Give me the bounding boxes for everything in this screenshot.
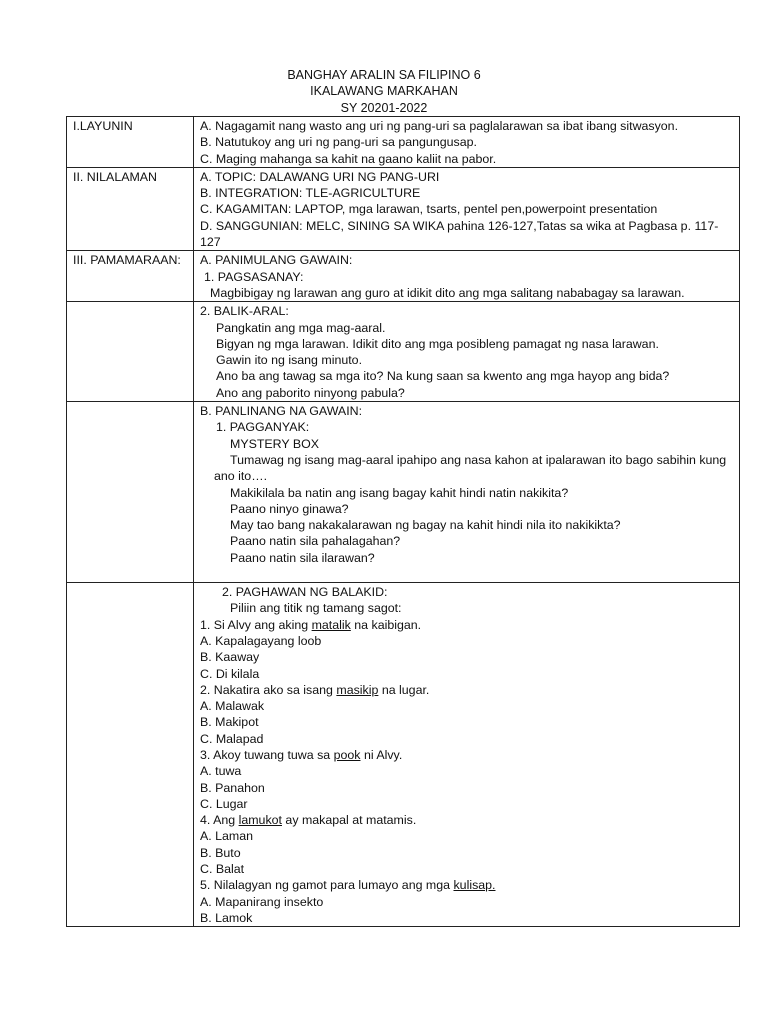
question-2-choice-b: B. Makipot	[200, 715, 259, 730]
question-3-choice-b: B. Panahon	[200, 780, 265, 795]
question-5-word: kulisap.	[453, 878, 496, 893]
pagganyak-line-5: Paano natin sila pahalagahan?	[230, 534, 401, 549]
question-2-choice-a: A. Malawak	[200, 699, 265, 714]
question-3-pre: 3. Akoy tuwang tuwa sa	[200, 747, 334, 762]
question-2	[200, 682, 734, 698]
question-5-choice-a: A. Mapanirang insekto	[200, 894, 324, 909]
empty-label-cell	[67, 302, 194, 402]
question-3-choice-c: C. Lugar	[200, 796, 248, 811]
paghawan-content	[194, 583, 740, 927]
balik-aral-line-1: Pangkatin ang mga mag-aaral.	[216, 320, 386, 335]
quarter-label: IKALAWANG MARKAHAN	[310, 84, 458, 99]
layunin-label: I.LAYUNIN	[67, 117, 194, 168]
question-1-word: matalik	[311, 617, 351, 632]
balik-aral-line-3: Gawin ito ng isang minuto.	[216, 353, 363, 368]
layunin-b: B. Natutukoy ang uri ng pang-uri sa pangungusap.	[200, 135, 477, 150]
question-4	[200, 812, 734, 828]
document-title: BANGHAY ARALIN SA FILIPINO 6	[287, 68, 481, 82]
nilalaman-label: II. NILALAMAN	[67, 167, 194, 250]
question-1-choice-a: A. Kapalagayang loob	[200, 633, 322, 648]
question-1-choice-b: B. Kaaway	[200, 650, 260, 665]
question-3	[200, 747, 734, 763]
pagganyak-line-6: Paano natin sila ilarawan?	[230, 550, 375, 565]
layunin-a: A. Nagagamit nang wasto ang uri ng pang-uri sa paglalarawan sa ibat ibang sitwasyon.	[200, 119, 679, 133]
balik-aral-heading: 2. BALIK-ARAL:	[200, 304, 289, 319]
document-header	[0, 67, 768, 116]
panimula-heading: A. PANIMULANG GAWAIN:	[200, 253, 353, 268]
panlinang-content	[194, 402, 740, 583]
panimula-content	[194, 251, 740, 302]
paghawan-instruction: Piliin ang titik ng tamang sagot:	[230, 601, 402, 616]
nilalaman-row	[67, 167, 740, 250]
empty-label-cell	[67, 583, 194, 927]
question-2-choice-c: C. Malapad	[200, 731, 264, 746]
pagganyak-line-2: Makikilala ba natin ang isang bagay kahit hindi natin nakikita?	[230, 485, 569, 500]
pagsasanay-text: Magbibigay ng larawan ang guro at idikit dito ang mga salitang nababagay sa larawan.	[210, 285, 685, 300]
pamamaraan-row-balik-aral	[67, 302, 740, 402]
pamamaraan-label: III. PAMAMARAAN:	[67, 251, 194, 302]
question-1	[200, 617, 734, 633]
question-2-post: na lugar.	[378, 682, 430, 697]
question-5-choice-b: B. Lamok	[200, 910, 253, 925]
question-3-post: ni Alvy.	[360, 747, 403, 762]
pagsasanay-heading: 1. PAGSASANAY:	[204, 269, 304, 284]
nilalaman-a: A. TOPIC: DALAWANG URI NG PANG-URI	[200, 169, 440, 184]
pagganyak-line-4: May tao bang nakakalarawan ng bagay na kahit hindi nila ito nakikikta?	[230, 518, 621, 533]
pamamaraan-row-panlinang	[67, 402, 740, 583]
pagganyak-heading: 1. PAGGANYAK:	[216, 420, 310, 435]
question-4-pre: 4. Ang	[200, 813, 239, 828]
nilalaman-b: B. INTEGRATION: TLE-AGRICULTURE	[200, 186, 421, 201]
balik-aral-line-2: Bigyan ng mga larawan. Idikit dito ang mga posibleng pamagat ng nasa larawan.	[216, 336, 659, 351]
pagganyak-line-1: Tumawag ng isang mag-aaral ipahipo ang nasa kahon at ipalarawan ito bago sabihin kung ano ito….	[214, 452, 727, 484]
balik-aral-line-4: Ano ba ang tawag sa mga ito? Na kung saan sa kwento ang mga hayop ang bida?	[216, 369, 670, 384]
blank-line	[200, 566, 734, 582]
balik-aral-line-5: Ano ang paborito ninyong pabula?	[216, 385, 405, 400]
question-3-word: pook	[333, 747, 361, 762]
panlinang-heading: B. PANLINANG NA GAWAIN:	[200, 404, 363, 419]
question-4-choice-c: C. Balat	[200, 862, 245, 877]
layunin-row	[67, 117, 740, 168]
question-3-choice-a: A. tuwa	[200, 764, 242, 779]
question-5-pre: 5. Nilalagyan ng gamot para lumayo ang mga	[200, 878, 454, 893]
balik-aral-content	[194, 302, 740, 402]
layunin-content	[194, 117, 740, 168]
question-1-pre: 1. Si Alvy ang aking	[200, 617, 312, 632]
empty-label-cell	[67, 402, 194, 583]
pamamaraan-row-paghawan	[67, 583, 740, 927]
mystery-box-label: MYSTERY BOX	[230, 436, 320, 451]
question-4-post: ay makapal at matamis.	[281, 813, 417, 828]
nilalaman-content	[194, 167, 740, 250]
question-4-choice-b: B. Buto	[200, 845, 241, 860]
nilalaman-c: C. KAGAMITAN: LAPTOP, mga larawan, tsarts, pentel pen,powerpoint presentation	[200, 202, 658, 217]
pamamaraan-row-panimula	[67, 251, 740, 302]
pagganyak-line-3: Paano ninyo ginawa?	[230, 501, 349, 516]
school-year: SY 20201-2022	[340, 100, 428, 115]
question-1-choice-c: C. Di kilala	[200, 666, 260, 681]
layunin-c: C. Maging mahanga sa kahit na gaano kaliit na pabor.	[200, 151, 497, 166]
nilalaman-d: D. SANGGUNIAN: MELC, SINING SA WIKA pahina 126-127,Tatas sa wika at Pagbasa p. 117-127	[200, 218, 719, 250]
lesson-plan-table	[66, 116, 740, 927]
question-1-post: na kaibigan.	[350, 617, 422, 632]
paghawan-heading: 2. PAGHAWAN NG BALAKID:	[222, 585, 388, 600]
question-5	[200, 877, 734, 893]
question-2-word: masikip	[336, 682, 379, 697]
question-2-pre: 2. Nakatira ako sa isang	[200, 682, 337, 697]
question-4-word: lamukot	[238, 813, 282, 828]
question-4-choice-a: A. Laman	[200, 829, 254, 844]
